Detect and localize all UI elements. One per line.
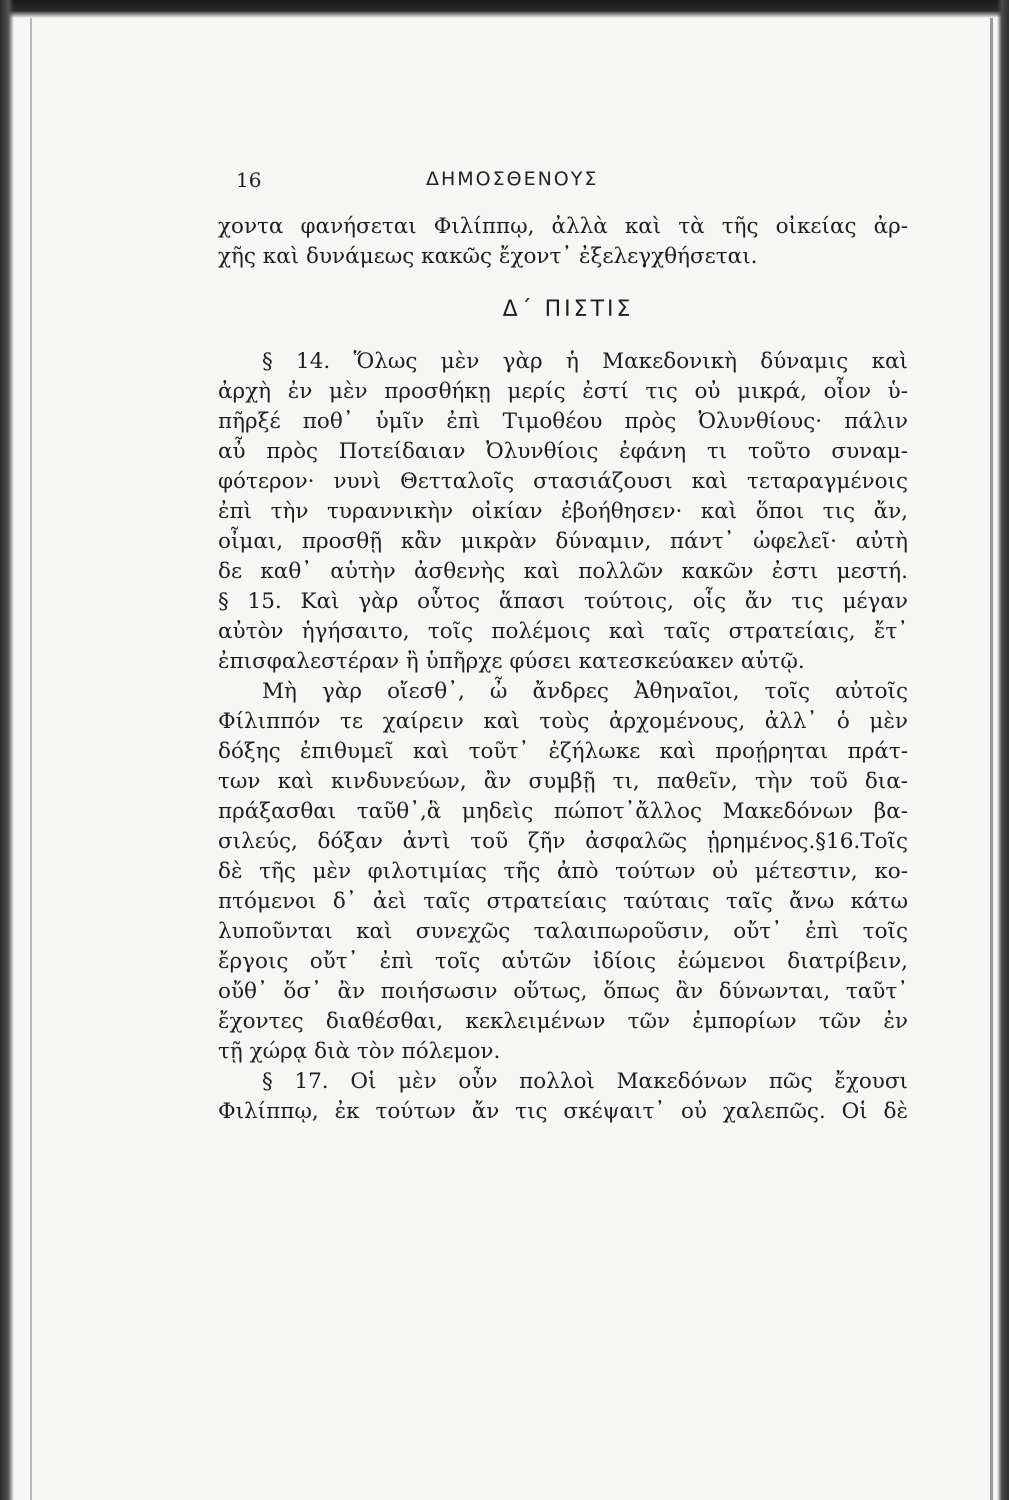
text-line: δόξης ἐπιθυμεῖ καὶ τοῦτ᾽ ἐζήλωκε καὶ προῄρηται πράτ- — [218, 739, 908, 764]
text-line: των καὶ κινδυνεύων, ἂν συμβῇ τι, παθεῖν, τὴν τοῦ δια- — [218, 769, 908, 794]
paragraph-16 — [218, 677, 908, 1067]
page-header — [236, 168, 636, 198]
text-line: αὐτὸν ἡγήσαιτο, τοῖς πολέμοις καὶ ταῖς στρατείαις, ἔτ᾽ — [218, 619, 908, 644]
text-line: ἔργοις οὔτ᾽ ἐπὶ τοῖς αὑτῶν ἰδίοις ἐώμενοι διατρίβειν, — [218, 949, 908, 974]
text-line: Φιλίππῳ, ἐκ τούτων ἄν τις σκέψαιτ᾽ οὐ χαλεπῶς. Οἱ δὲ — [218, 1099, 908, 1124]
text-line: αὖ πρὸς Ποτείδαιαν Ὀλυνθίοις ἐφάνη τι τοῦτο συναμ- — [218, 439, 908, 464]
text-line: ἐπισφαλεστέραν ἢ ὑπῆρχε φύσει κατεσκεύακεν αὑτῷ. — [218, 649, 805, 674]
text-line: § 14. Ὅλως μὲν γὰρ ἡ Μακεδονικὴ δύναμις καὶ — [262, 349, 908, 374]
text-line: πῆρξέ ποθ᾽ ὑμῖν ἐπὶ Τιμοθέου πρὸς Ὀλυνθίους· πάλιν — [218, 409, 908, 434]
text-line: δὲ τῆς μὲν φιλοτιμίας τῆς ἀπὸ τούτων οὐ μέτεστιν, κο- — [218, 859, 908, 884]
page-edge-right — [990, 18, 993, 1500]
running-title: ΔΗΜΟΣΘΕΝΟΥΣ — [426, 168, 599, 190]
text-line: οὔθ᾽ ὅσ᾽ ἂν ποιήσωσιν οὕτως, ὅπως ἂν δύνωνται, ταῦτ᾽ — [218, 979, 908, 1004]
text-line: Φίλιππόν τε χαίρειν καὶ τοὺς ἀρχομένους, ἀλλ᾽ ὁ μὲν — [218, 709, 908, 734]
text-line: ἐπὶ τὴν τυραννικὴν οἰκίαν ἐβοήθησεν· καὶ ὅποι τις ἄν, — [218, 499, 908, 524]
text-line: χοντα φανήσεται Φιλίππῳ, ἀλλὰ καὶ τὰ τῆς οἰκείας ἀρ- — [218, 214, 908, 239]
page-edge-left — [30, 18, 32, 1500]
text-line: § 15. Καὶ γὰρ οὗτος ἅπασι τούτοις, οἷς ἄν τις μέγαν — [218, 589, 908, 614]
text-line: δε καθ᾽ αὑτὴν ἀσθενὴς καὶ πολλῶν κακῶν ἐστι μεστή. — [218, 559, 908, 584]
text-line: τῇ χώρᾳ διὰ τὸν πόλεμον. — [218, 1039, 501, 1064]
section-heading: Δ΄ ΠΙΣΤΙΣ — [502, 297, 634, 322]
scan-edge-right — [997, 0, 1009, 1500]
paragraph-17 — [218, 1067, 908, 1127]
text-line: Μὴ γὰρ οἴεσθ᾽, ὦ ἄνδρες Ἀθηναῖοι, τοῖς αὐτοῖς — [262, 679, 908, 704]
body-text — [218, 212, 908, 1127]
text-line: οἶμαι, προσθῇ κἂν μικρὰν δύναμιν, πάντ᾽ ὠφελεῖ· αὐτὴ — [218, 529, 908, 554]
scan-edge-left — [0, 0, 14, 1500]
text-line: ἀρχὴ ἐν μὲν προσθήκῃ μερίς ἐστί τις οὐ μικρά, οἷον ὑ- — [218, 379, 908, 404]
text-line: χῆς καὶ δυνάμεως κακῶς ἔχοντ᾽ ἐξελεγχθήσεται. — [218, 244, 758, 269]
text-line: φότερον· νυνὶ Θετταλοῖς στασιάζουσι καὶ τεταραγμένοις — [218, 469, 908, 494]
page-number: 16 — [236, 168, 262, 192]
text-line: πτόμενοι δ᾽ ἀεὶ ταῖς στρατείαις ταύταις ταῖς ἄνω κάτω — [218, 889, 908, 914]
scan-edge-top — [0, 0, 1009, 18]
paragraph-14 — [218, 347, 908, 677]
text-line: ἔχοντες διαθέσθαι, κεκλειμένων τῶν ἐμπορίων τῶν ἐν — [218, 1009, 908, 1034]
text-line: πράξασθαι ταῦθ᾽,ἃ μηδεὶς πώποτ᾽ἄλλος Μακεδόνων βα- — [218, 799, 908, 824]
text-line: λυποῦνται καὶ συνεχῶς ταλαιπωροῦσιν, οὔτ᾽ ἐπὶ τοῖς — [218, 919, 908, 944]
text-line: σιλεύς, δόξαν ἀντὶ τοῦ ζῆν ἀσφαλῶς ᾑρημένος.§16.Τοῖς — [218, 829, 908, 854]
text-line: § 17. Οἱ μὲν οὖν πολλοὶ Μακεδόνων πῶς ἔχουσι — [262, 1069, 908, 1094]
intro-fragment — [218, 212, 908, 272]
